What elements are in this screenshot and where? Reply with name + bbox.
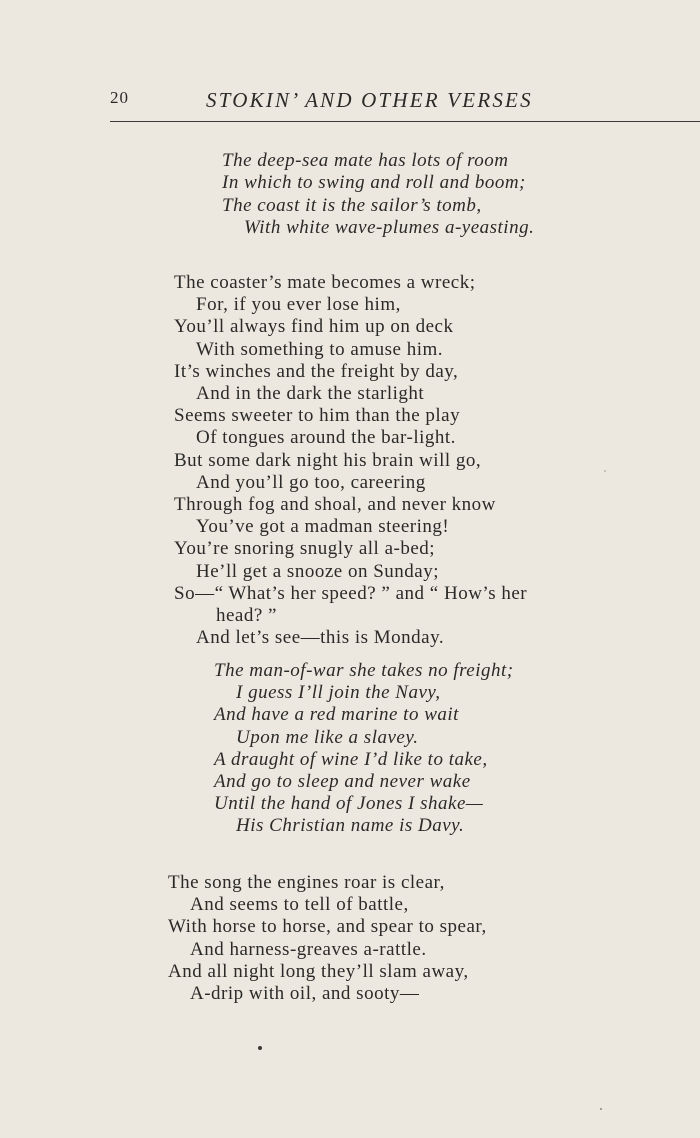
verse-line: For, if you ever lose him,	[196, 294, 401, 316]
stanza-1	[222, 150, 534, 240]
verse-line: The song the engines roar is clear,	[168, 872, 445, 893]
verse-line: But some dark night his brain will go,	[174, 449, 482, 471]
stanza-3	[214, 660, 514, 838]
verse-line: And in the dark the starlight	[196, 383, 425, 405]
verse-line: In which to swing and roll and boom;	[222, 172, 526, 194]
verse-line: You’ve got a madman steering!	[196, 516, 450, 538]
stanza-2	[174, 272, 527, 649]
verse-line: I guess I’ll join the Navy,	[236, 682, 441, 704]
verse-line: With horse to horse, and spear to spear,	[168, 916, 487, 938]
page-number: 20	[110, 88, 129, 107]
verse-line: You’re snoring snugly all a-bed;	[174, 538, 436, 560]
verse-line: And let’s see—this is Monday.	[196, 627, 445, 649]
verse-line: The man-of-war she takes no freight;	[214, 660, 514, 681]
verse-line: Of tongues around the bar-light.	[196, 427, 456, 449]
verse-line: Until the hand of Jones I shake—	[214, 793, 484, 815]
running-head: STOKIN’ AND OTHER VERSES	[206, 88, 533, 112]
verse-line: And seems to tell of battle,	[190, 894, 409, 916]
verse-line: Seems sweeter to him than the play	[174, 405, 461, 427]
verse-line: And have a red marine to wait	[214, 704, 459, 726]
verse-line: And all night long they’ll slam away,	[168, 960, 469, 982]
verse-line: A-drip with oil, and sooty—	[190, 983, 420, 1005]
verse-line: Upon me like a slavey.	[236, 726, 419, 748]
verse-line: You’ll always find him up on deck	[174, 316, 454, 338]
stanza-4	[168, 872, 487, 1005]
page-header	[110, 86, 700, 126]
verse-line: The deep-sea mate has lots of room	[222, 150, 509, 171]
verse-line: head? ”	[216, 605, 277, 627]
verse-line: With white wave-plumes a-yeasting.	[244, 217, 535, 239]
ink-speck	[604, 470, 606, 472]
verse-line: A draught of wine I’d like to take,	[214, 748, 488, 770]
verse-line: And harness-greaves a-rattle.	[190, 938, 427, 960]
verse-line: He’ll get a snooze on Sunday;	[196, 560, 439, 582]
verse-line: It’s winches and the freight by day,	[174, 360, 459, 382]
verse-line: The coast it is the sailor’s tomb,	[222, 194, 482, 216]
verse-line: And go to sleep and never wake	[214, 771, 471, 793]
verse-line: And you’ll go too, careering	[196, 471, 426, 493]
verse-line: The coaster’s mate becomes a wreck;	[174, 272, 476, 293]
verse-line: Through fog and shoal, and never know	[174, 494, 496, 516]
verse-line: His Christian name is Davy.	[236, 815, 465, 837]
verse-line: With something to amuse him.	[196, 338, 444, 360]
verse-line: So—“ What’s her speed? ” and “ How’s her	[174, 582, 528, 604]
ink-speck	[258, 1046, 262, 1050]
header-rule	[110, 121, 700, 122]
ink-speck	[600, 1108, 602, 1110]
